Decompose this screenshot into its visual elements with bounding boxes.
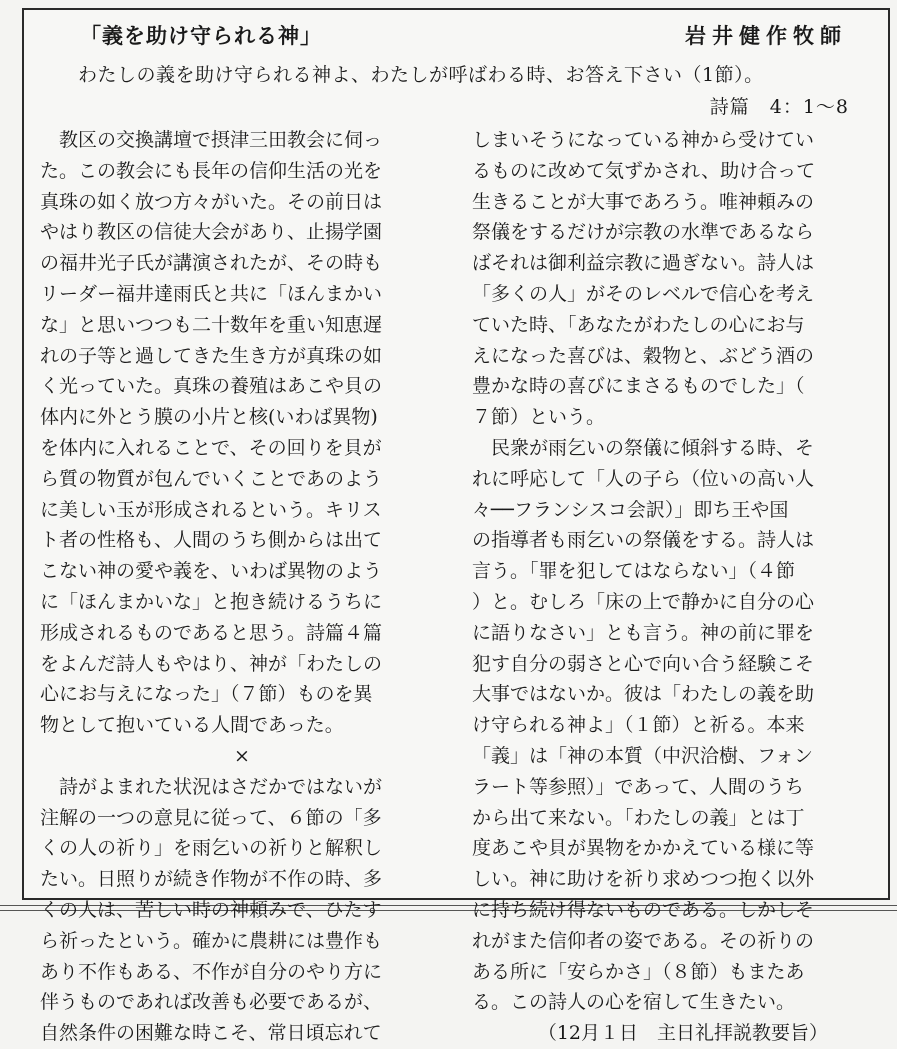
scripture-reference: 詩篇 4：1〜8 <box>709 96 849 118</box>
body-line: に持ち続け得ないものである。しかしそ <box>472 898 815 921</box>
body-line: け守られる神よ」（１節）と祈る。本来 <box>472 714 805 737</box>
body-line: 度あこや貝が異物をかかえている様に等 <box>472 837 815 860</box>
body-line: こない神の愛や義を、いわば異物のよう <box>40 560 383 583</box>
body-line: 生きることが大事であろう。唯神頼みの <box>472 190 815 213</box>
body-line: た。この教会にも長年の信仰生活の光を <box>40 159 383 182</box>
body-line: れに呼応して「人の子ら（位いの高い人 <box>472 467 815 490</box>
body-line: 民衆が雨乞いの祭儀に傾斜する時、そ <box>472 436 815 459</box>
body-line: く光っていた。真珠の養殖はあこや貝の <box>40 375 383 398</box>
body-line: 豊かな時の喜びにまさるものでした」（ <box>472 375 805 398</box>
body-line: れがまた信仰者の姿である。その祈りの <box>472 929 815 952</box>
body-line: の福井光子氏が講演されたが、その時も <box>40 252 383 275</box>
body-line: な」と思いつつも二十数年を重い知恵遅 <box>40 313 383 336</box>
body-line: 祭儀をするだけが宗教の水準であるなら <box>472 221 815 244</box>
body-line: の指導者も雨乞いの祭儀をする。詩人は <box>472 529 815 552</box>
article-title: 「義を助け守られる神」 <box>80 24 322 48</box>
body-line: ）と。むしろ「床の上で静かに自分の心 <box>472 590 815 613</box>
section-separator: × <box>234 744 250 767</box>
body-line: 教区の交換講壇で摂津三田教会に伺っ <box>40 129 383 151</box>
body-line: に「ほんまかいな」と抱き続けるうちに <box>40 590 383 613</box>
body-column-right <box>472 125 872 1049</box>
body-line: しい。神に助けを祈り求めつつ抱く以外 <box>472 868 815 891</box>
epigraph-verse: わたしの義を助け守られる神よ、わたしが呼ばわる時、お答え下さい（1節）。 <box>78 64 764 86</box>
body-line: くの人は、苦しい時の神頼みで、ひたす <box>40 898 382 921</box>
body-line: に語りなさい」とも言う。神の前に罪を <box>472 621 815 644</box>
body-line: えになった喜びは、穀物と、ぶどう酒の <box>472 344 815 367</box>
body-line: リーダー福井達雨氏と共に「ほんまかい <box>40 282 383 305</box>
body-line: 自然条件の困難な時こそ、常日頃忘れて <box>40 1022 382 1045</box>
body-line: に美しい玉が形成されるという。キリス <box>40 498 382 521</box>
body-line: ら祈ったという。確かに農耕には豊作も <box>40 929 383 952</box>
body-line: を体内に入れることで、その回りを貝が <box>40 436 382 459</box>
body-column-left <box>40 125 444 1049</box>
body-line: 伴うものであれば改善も必要であるが、 <box>40 991 383 1014</box>
body-line: 詩がよまれた状況はさだかではないが <box>40 775 383 798</box>
body-line: 心にお与えになった」（７節）ものを異 <box>40 683 373 706</box>
body-line: 形成されるものであると思う。詩篇４篇 <box>40 621 383 644</box>
body-line: るものに改めて気ずかされ、助け合って <box>472 159 816 182</box>
body-line: 体内に外とう膜の小片と核(いわば異物) <box>40 406 378 429</box>
body-line: ７節）という。 <box>472 406 606 429</box>
body-line: ていた時、「あなたがわたしの心にお与 <box>472 313 805 336</box>
body-line: ばそれは御利益宗教に過ぎない。詩人は <box>472 252 815 275</box>
body-line: 犯す自分の弱さと心で向い合う経験こそ <box>472 652 815 675</box>
body-line: をよんだ詩人もやはり、神が「わたしの <box>40 652 383 675</box>
body-line: 真珠の如く放つ方々がいた。その前日は <box>40 190 383 213</box>
body-line: ある所に「安らかさ」（８節）もまたあ <box>472 960 805 983</box>
body-line: ら質の物質が包んでいくことであのよう <box>40 467 383 490</box>
body-line: あり不作もある、不作が自分のやり方に <box>40 960 383 983</box>
body-line: 「義」は「神の本質（中沢洽樹、フォン <box>472 744 814 767</box>
body-line: しまいそうになっている神から受けてい <box>472 129 815 151</box>
body-line: たい。日照りが続き作物が不作の時、多 <box>40 868 383 891</box>
body-line: やはり教区の信徒大会があり、止揚学園 <box>40 221 383 244</box>
body-line: 物として抱いている人間であった。 <box>40 714 344 737</box>
article-author: 岩井健作牧師 <box>685 24 847 48</box>
body-line: 大事ではないか。彼は「わたしの義を助 <box>472 683 815 706</box>
body-line: れの子等と過してきた生き方が真珠の如 <box>40 344 383 367</box>
body-line: 々──フランシスコ会訳）」即ち王や国 <box>472 498 789 521</box>
body-line: 言う。「罪を犯してはならない」（４節 <box>472 560 796 583</box>
body-line: る。この詩人の心を宿して生きたい。 <box>472 991 796 1014</box>
body-line: から出て来ない。「わたしの義」とは丁 <box>472 806 805 829</box>
body-line: ト者の性格も、人間のうち側からは出て <box>40 529 383 552</box>
body-line: 「多くの人」がそのレベルで信心を考え <box>472 282 815 305</box>
body-line: 注解の一つの意見に従って、６節の「多 <box>40 806 382 829</box>
body-line: くの人の祈り」を雨乞いの祈りと解釈し <box>40 837 383 860</box>
sermon-note: （12月１日 主日礼拝説教要旨） <box>537 1022 828 1045</box>
body-line: ラート等参照）」であって、人間のうち <box>472 775 804 798</box>
